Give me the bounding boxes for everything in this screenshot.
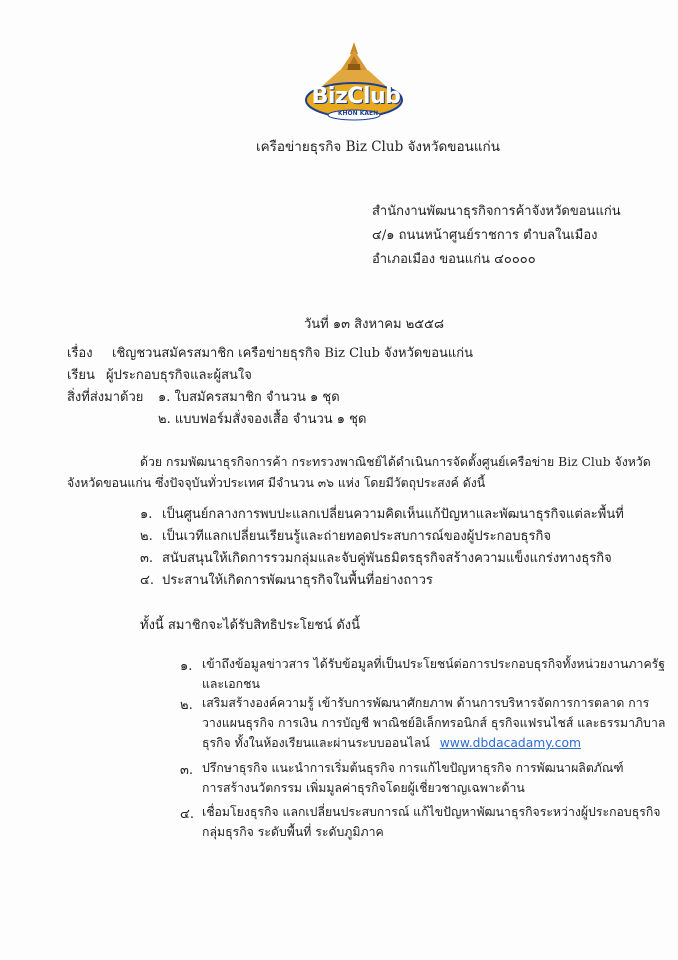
intro-line-2: จังหวัดขอนแก่น ซึ่งปัจจุบันทั่วประเทศ มีจำนวน ๓๖ แห่ง โดยมีวัตถุประสงค์ ดังนี้ — [67, 476, 486, 490]
objective-number: ๒. — [140, 529, 153, 544]
objective-number: ๑. — [140, 507, 153, 522]
benefit-text: เสริมสร้างองค์ความรู้ เข้ารับการพัฒนาศักยภาพ ด้านการบริหารจัดการการตลาด การ — [202, 696, 650, 710]
benefit-number: ๒. — [180, 698, 193, 713]
intro-line-1: ด้วย กรมพัฒนาธุรกิจการค้า กระทรวงพาณิชย์ได้ดำเนินการจัดตั้งศูนย์เครือข่าย Biz Club จังหวัด — [140, 455, 651, 469]
enclosure-item: ๑. ใบสมัครสมาชิก จำนวน ๑ ชุด — [158, 390, 340, 405]
dbd-academy-link[interactable]: www.dbdacadamy.com — [439, 736, 581, 750]
benefit-text: กลุ่มธุรกิจ ระดับพื้นที่ ระดับภูมิภาค — [202, 825, 384, 839]
objective-text: เป็นศูนย์กลางการพบปะแลกเปลี่ยนความคิดเห็นแก้ปัญหาและพัฒนาธุรกิจแต่ละพื้นที่ — [162, 507, 624, 522]
address-line-1: สำนักงานพัฒนาธุรกิจการค้าจังหวัดขอนแก่น — [372, 204, 621, 219]
logo-sub-text: KHON KAEN — [337, 110, 379, 117]
logo-brand-text: BizClub — [311, 84, 401, 109]
address-line-2: ๔/๑ ถนนหน้าศูนย์ราชการ ตำบลในเมือง — [372, 228, 598, 243]
benefit-text-with-link — [202, 734, 581, 753]
objective-item — [140, 547, 612, 568]
recipient-text: ผู้ประกอบธุรกิจและผู้สนใจ — [106, 368, 252, 383]
benefit-text: และเอกชน — [202, 677, 260, 691]
objective-number: ๔. — [140, 573, 154, 588]
objective-item — [140, 525, 551, 546]
benefit-text: ธุรกิจ ทั้งในห้องเรียนและผ่านระบบออนไลน์ — [202, 736, 430, 750]
bizclub-logo — [300, 40, 408, 130]
subject-label: เรื่อง — [67, 346, 93, 361]
objective-text: สนับสนุนให้เกิดการรวมกลุ่มและจับคู่พันธมิตรธุรกิจสร้างความแข็งแกร่งทางธุรกิจ — [162, 551, 612, 566]
benefit-text: วางแผนธุรกิจ การเงิน การบัญชี พาณิชย์อิเล็กทรอนิกส์ ธุรกิจแฟรนไชส์ และธรรมาภิบาล — [202, 716, 666, 730]
objective-number: ๓. — [140, 551, 154, 566]
enclosures-label: สิ่งที่ส่งมาด้วย — [67, 390, 144, 405]
benefit-number: ๓. — [180, 763, 194, 778]
recipient-label: เรียน — [67, 368, 95, 383]
address-line-3: อำเภอเมือง ขอนแก่น ๔๐๐๐๐ — [372, 252, 536, 267]
subject-text: เชิญชวนสมัครสมาชิก เครือข่ายธุรกิจ Biz Club จังหวัดขอนแก่น — [112, 346, 474, 361]
letter-date: วันที่ ๑๓ สิงหาคม ๒๕๕๘ — [304, 317, 444, 332]
benefit-text: ปรึกษาธุรกิจ แนะนำการเริ่มต้นธุรกิจ การแก้ไขปัญหาธุรกิจ การพัฒนาผลิตภัณฑ์ — [202, 761, 624, 775]
benefit-number: ๔. — [180, 807, 194, 822]
benefit-number: ๑. — [180, 659, 193, 674]
objective-text: ประสานให้เกิดการพัฒนาธุรกิจในพื้นที่อย่างถาวร — [162, 573, 433, 588]
benefits-intro: ทั้งนี้ สมาชิกจะได้รับสิทธิประโยชน์ ดังนี้ — [140, 618, 361, 633]
objective-text: เป็นเวทีแลกเปลี่ยนเรียนรู้และถ่ายทอดประสบการณ์ของผู้ประกอบธุรกิจ — [162, 529, 551, 544]
benefit-text: การสร้างนวัตกรรม เพิ่มมูลค่าธุรกิจโดยผู้เชี่ยวชาญเฉพาะด้าน — [202, 781, 525, 795]
objective-item — [140, 569, 433, 590]
benefit-text: เชื่อมโยงธุรกิจ แลกเปลี่ยนประสบการณ์ แก้ไขปัญหาพัฒนาธุรกิจระหว่างผู้ประกอบธุรกิจ — [202, 805, 661, 819]
benefit-text: เข้าถึงข้อมูลข่าวสาร ได้รับข้อมูลที่เป็นประโยชน์ต่อการประกอบธุรกิจทั้งหน่วยงานภาครัฐ — [202, 657, 666, 671]
network-title: เครือข่ายธุรกิจ Biz Club จังหวัดขอนแก่น — [256, 139, 500, 155]
objective-item — [140, 503, 624, 524]
enclosure-item: ๒. แบบฟอร์มสั่งจองเสื้อ จำนวน ๑ ชุด — [158, 412, 367, 427]
